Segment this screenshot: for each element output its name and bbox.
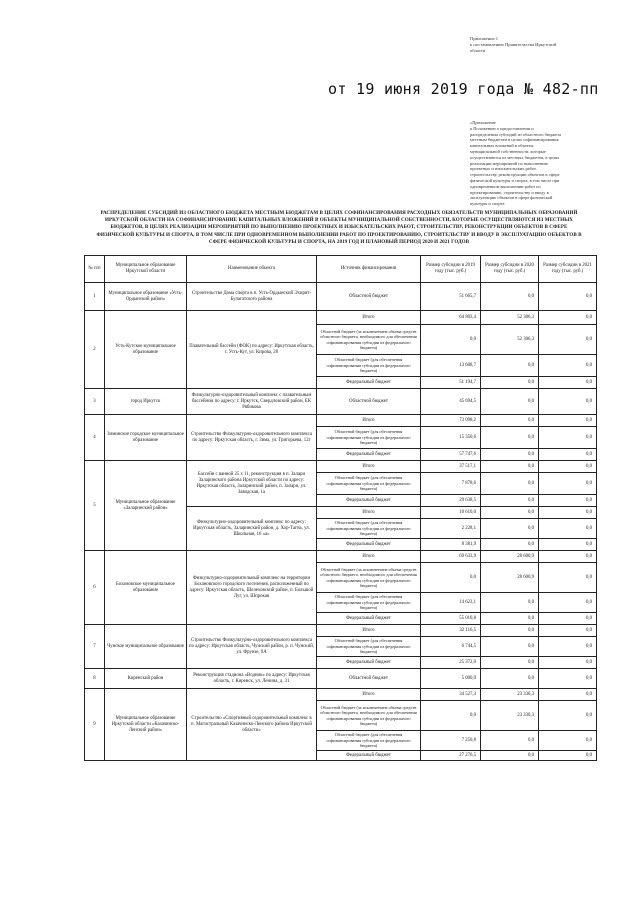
cell-2021: 0,0 (539, 461, 597, 473)
cell-source: Итого (317, 507, 421, 519)
cell-2021: 0,0 (539, 613, 597, 625)
cell-2019: 0,0 (421, 701, 481, 731)
basis-line: одновременном выполнении работ по (470, 183, 541, 189)
cell-object: Строительство Физкультурно-оздоровительного комплекса по адресу: Иркутская область, г. Зима, ул. Григорьева, 12г (187, 415, 317, 461)
cell-source: Итого (317, 461, 421, 473)
cell-2021: 0,0 (539, 625, 597, 637)
basis-line: физической культуры и спорта, в том числе при (470, 177, 560, 183)
cell-2021: 0,0 (539, 593, 597, 613)
cell-object: Реконструкция стадиона «Водник» по адресу: Иркутская область, г. Киренск, ул. Ленина, д. 31 (187, 669, 317, 689)
cell-2020: 0,0 (481, 519, 539, 539)
cell-2021: 0,0 (539, 563, 597, 593)
cell-2019: 7 878,6 (421, 473, 481, 495)
header-2021: Размер субсидии в 2021 году (тыс. руб.) (539, 256, 597, 283)
basis-line: «Приложение (470, 120, 496, 125)
cell-2019: 8 381,9 (421, 539, 481, 551)
cell-municipality: Муниципальное образование «Усть-Ордынский район» (105, 283, 187, 311)
cell-2020: 0,0 (481, 427, 539, 449)
cell-2020: 0,0 (481, 731, 539, 751)
table-row (85, 415, 597, 427)
cell-source: Областной бюджет (для обеспечения софинансирования субсидии из федерального бюджета) (317, 355, 421, 377)
cell-source: Итого (317, 311, 421, 325)
cell-2019: 29 638,5 (421, 495, 481, 507)
table-row (85, 461, 597, 473)
annex-header (470, 36, 620, 55)
cell-source: Областной бюджет (за исключением объема средств областного бюджета, необходимого для обеспечения софинансирования субсидии из федерального бюджета) (317, 563, 421, 593)
cell-2020: 52 306,3 (481, 311, 539, 325)
cell-2020: 0,0 (481, 637, 539, 657)
basis-line: культуры и спорта (470, 201, 505, 207)
cell-2021: 0,0 (539, 701, 597, 731)
cell-2021: 0,0 (539, 311, 597, 325)
cell-num: 1 (85, 283, 105, 311)
header-municipality: Муниципальное образование Иркутской области (105, 256, 187, 283)
basis-line: к Положению о предоставлении и (470, 125, 534, 131)
cell-2020: 23 330,3 (481, 689, 539, 701)
cell-2019: 45 694,5 (421, 389, 481, 415)
cell-2021: 0,0 (539, 551, 597, 563)
cell-municipality: Зиминское городское муниципальное образование (105, 415, 187, 461)
cell-2021: 0,0 (539, 473, 597, 495)
cell-source: Итого (317, 625, 421, 637)
cell-municipality: Муниципальное образование Иркутской области «Казачинско-Ленский район» (105, 689, 187, 761)
basis-line: проектированию, строительству и вводу в (470, 189, 549, 195)
cell-source: Итого (317, 551, 421, 563)
cell-source: Федеральный бюджет (317, 751, 421, 761)
cell-2019: 14 623,1 (421, 593, 481, 613)
cell-2020: 0,0 (481, 495, 539, 507)
cell-2020: 0,0 (481, 625, 539, 637)
cell-num: 3 (85, 389, 105, 415)
cell-2021: 0,0 (539, 415, 597, 427)
cell-2019: 32 116,5 (421, 625, 481, 637)
cell-num: 6 (85, 551, 105, 625)
cell-2019: 13 608,7 (421, 355, 481, 377)
cell-source: Областной бюджет (за исключением объема средств областного бюджета, необходимого для обеспечения софинансирования субсидии из федерального бюджета) (317, 701, 421, 731)
cell-source: Федеральный бюджет (317, 657, 421, 669)
basis-line: эксплуатацию объектов в сфере физической (470, 195, 553, 201)
basis-line: реализации мероприятий по выполнению (470, 160, 548, 166)
cell-source: Итого (317, 689, 421, 701)
cell-municipality: Киренский район (105, 669, 187, 689)
table-row (85, 689, 597, 701)
cell-2019: 15 350,6 (421, 427, 481, 449)
cell-2019: 0,0 (421, 563, 481, 593)
basis-line: строительству, реконструкции объектов в сфере (470, 172, 560, 178)
cell-2019: 5 000,0 (421, 669, 481, 689)
cell-object: Бассейн с ванной 25 х 11, реконструкция в п. Залари Заларинского района Иркутской области по адресу: Иркутская область, Заларинский район, п. Залари, ул. Заводская, 1а (187, 461, 317, 507)
cell-municipality: Бохановское муниципальное образование (105, 551, 187, 625)
cell-2019: 0,0 (421, 325, 481, 355)
cell-num: 7 (85, 625, 105, 669)
basis-line: распределении субсидий из областного бюджета (470, 131, 561, 137)
cell-object: Строительство «Спортивный оздоровительный комплекс в п. Магистральный Казачинско-Ленского района Иркутской области» (187, 689, 317, 761)
cell-source: Областной бюджет (для обеспечения софинансирования субсидии из федерального бюджета) (317, 593, 421, 613)
cell-2020: 0,0 (481, 283, 539, 311)
cell-num: 2 (85, 311, 105, 389)
cell-object: Плавательный бассейн (ФОК) по адресу: Иркутская область, г. Усть-Кут, ул. Кирова, 28 (187, 311, 317, 389)
basis-line: проектных и изыскательских работ, (470, 166, 537, 172)
cell-source: Областной бюджет (для обеспечения софинансирования субсидии из федерального бюджета) (317, 427, 421, 449)
basis-line: капитальных вложений в объекты (470, 143, 534, 149)
cell-source: Областной бюджет (317, 669, 421, 689)
cell-2021: 0,0 (539, 657, 597, 669)
cell-municipality: Чунское муниципальное образование (105, 625, 187, 669)
cell-source: Областной бюджет (317, 283, 421, 311)
annex-line: к постановлению Правительства Иркутской (470, 42, 557, 48)
cell-municipality: Усть-Кутское муниципальное образование (105, 311, 187, 389)
cell-2019: 69 633,9 (421, 551, 481, 563)
cell-2020: 0,0 (481, 539, 539, 551)
cell-2021: 0,0 (539, 519, 597, 539)
cell-object: Физкультурно-оздоровительный комплекс на территории Бохановского городского поселения, расположенный по адресу: Иркутская область, Шелеховский район, п. Большой Луг, ул. Шпрокая (187, 551, 317, 625)
cell-2020: 0,0 (481, 473, 539, 495)
cell-2021: 0,0 (539, 427, 597, 449)
cell-source: Областной бюджет (для обеспечения софинансирования субсидии из федерального бюджета) (317, 731, 421, 751)
cell-2020: 0,0 (481, 449, 539, 461)
basis-line: местным бюджетам в целях софинансирования (470, 137, 559, 143)
cell-2020: 0,0 (481, 415, 539, 427)
resolution-date-stamp: от 19 июня 2019 года № 482-пп (328, 80, 599, 98)
cell-2021: 0,0 (539, 751, 597, 761)
cell-2020: 0,0 (481, 461, 539, 473)
cell-2019: 51 665,7 (421, 283, 481, 311)
cell-2021: 0,0 (539, 669, 597, 689)
basis-line: осуществляются из местных бюджетов, в целях (470, 154, 560, 160)
cell-2019: 10 610,0 (421, 507, 481, 519)
cell-2019: 34 527,3 (421, 689, 481, 701)
annex-line: Приложение 1 (470, 36, 499, 41)
cell-source: Федеральный бюджет (317, 449, 421, 461)
header-object: Наименование объекта (187, 256, 317, 283)
annex-line: области (470, 48, 486, 54)
cell-source: Областной бюджет (317, 389, 421, 415)
cell-source: Федеральный бюджет (317, 613, 421, 625)
header-source: Источник финансирования (317, 256, 421, 283)
table-header-row (85, 256, 597, 283)
cell-2020: 52 306,3 (481, 325, 539, 355)
subsidy-table (84, 255, 597, 761)
cell-object: Строительство Дома спорта в п. Усть-Ордынский Эхирит-Булагатского района (187, 283, 317, 311)
cell-2019: 51 194,7 (421, 377, 481, 389)
cell-2019: 64 803,4 (421, 311, 481, 325)
cell-2021: 0,0 (539, 495, 597, 507)
cell-source: Федеральный бюджет (317, 539, 421, 551)
table-row (85, 669, 597, 689)
cell-2021: 0,0 (539, 355, 597, 377)
table-row (85, 389, 597, 415)
table-row (85, 283, 597, 311)
cell-2020: 0,0 (481, 657, 539, 669)
cell-source: Областной бюджет (для обеспечения софинансирования субсидии из федерального бюджета) (317, 519, 421, 539)
cell-2019: 27 276,5 (421, 751, 481, 761)
cell-2021: 0,0 (539, 449, 597, 461)
cell-2020: 0,0 (481, 389, 539, 415)
cell-municipality: Муниципальное образование «Заларинский район» (105, 461, 187, 551)
cell-2020: 0,0 (481, 669, 539, 689)
document-title: РАСПРЕДЕЛЕНИЕ СУБСИДИЙ ИЗ ОБЛАСТНОГО БЮДЖЕТА МЕСТНЫМ БЮДЖЕТАМ В ЦЕЛЯХ СОФИНАНСИРОВАНИЯ РАСХОДНЫХ ОБЯЗАТЕЛЬСТВ МУНИЦИПАЛЬНЫХ ОБРАЗОВАНИЙ ИРКУТСКОЙ ОБЛАСТИ НА СОФИНАНСИРОВАНИЕ КАПИТАЛЬНЫХ ВЛОЖЕНИЙ В ОБЪЕКТЫ МУНИЦИПАЛЬНОЙ СОБСТВЕННОСТИ, КОТОРЫЕ ОСУЩЕСТВЛЯЮТСЯ ИЗ МЕСТНЫХ БЮДЖЕТОВ, В ЦЕЛЯХ РЕАЛИЗАЦИИ МЕРОПРИЯТИЙ ПО ВЫПОЛНЕНИЮ ПРОЕКТНЫХ И ИЗЫСКАТЕЛЬСКИХ РАБОТ, СТРОИТЕЛЬСТВУ, РЕКОНСТРУКЦИИ ОБЪЕКТОВ В СФЕРЕ ФИЗИЧЕСКОЙ КУЛЬТУРЫ И СПОРТА, В ТОМ ЧИСЛЕ ПРИ ОДНОВРЕМЕННОМ ВЫПОЛНЕНИИ РАБОТ ПО ПРОЕКТИРОВАНИЮ, СТРОИТЕЛЬСТВУ И ВВОДУ В ЭКСПЛУАТАЦИЮ ОБЪЕКТОВ В СФЕРЕ ФИЗИЧЕСКОЙ КУЛЬТУРЫ И СПОРТА, НА 2019 ГОД И ПЛАНОВЫЙ ПЕРИОД 2020 И 2021 ГОДОВ (96, 210, 582, 245)
header-2020: Размер субсидии в 2020 году (тыс. руб.) (481, 256, 539, 283)
cell-source: Областной бюджет (для обеспечения софинансирования субсидии из федерального бюджета) (317, 473, 421, 495)
cell-source: Областной бюджет (для обеспечения софинансирования субсидии из федерального бюджета) (317, 637, 421, 657)
cell-source: Итого (317, 415, 421, 427)
cell-2020: 28 600,9 (481, 551, 539, 563)
cell-2019: 2 228,1 (421, 519, 481, 539)
annex-basis (470, 120, 620, 207)
cell-2021: 0,0 (539, 539, 597, 551)
cell-source: Федеральный бюджет (317, 495, 421, 507)
header-num: № п/п (85, 256, 105, 283)
cell-2020: 0,0 (481, 507, 539, 519)
cell-2019: 7 250,8 (421, 731, 481, 751)
cell-object: Физкультурно-оздоровительный комплекс с плавательным бассейном по адресу: г. Иркутск, Свердловский район, ЕК Рябикова (187, 389, 317, 415)
cell-2019: 25 372,0 (421, 657, 481, 669)
cell-num: 5 (85, 461, 105, 551)
cell-source: Федеральный бюджет (317, 377, 421, 389)
cell-2021: 0,0 (539, 377, 597, 389)
cell-2021: 0,0 (539, 689, 597, 701)
cell-2020: 0,0 (481, 751, 539, 761)
cell-2020: 28 600,9 (481, 563, 539, 593)
cell-2020: 0,0 (481, 377, 539, 389)
cell-num: 4 (85, 415, 105, 461)
basis-line: муниципальной собственности, которые (470, 148, 546, 154)
cell-municipality: город Иркутск (105, 389, 187, 415)
cell-2019: 73 098,2 (421, 415, 481, 427)
cell-object: Физкультурно-оздоровительный комплекс по адресу: Иркутская область, Заларинский район, д. Хор-Тагна, ул. Школьная, 16 «а» (187, 507, 317, 551)
cell-2021: 0,0 (539, 731, 597, 751)
cell-2020: 0,0 (481, 613, 539, 625)
cell-2019: 57 747,6 (421, 449, 481, 461)
cell-2021: 0,0 (539, 637, 597, 657)
cell-2019: 37 517,1 (421, 461, 481, 473)
cell-num: 8 (85, 669, 105, 689)
cell-2019: 55 010,8 (421, 613, 481, 625)
cell-2021: 0,0 (539, 325, 597, 355)
cell-2021: 0,0 (539, 389, 597, 415)
cell-2020: 0,0 (481, 355, 539, 377)
cell-source: Областной бюджет (за исключением объема средств областного бюджета, необходимого для обеспечения софинансирования субсидии из федерального бюджета) (317, 325, 421, 355)
header-2019: Размер субсидии в 2019 году (тыс. руб.) (421, 256, 481, 283)
cell-2020: 23 330,3 (481, 701, 539, 731)
cell-2020: 0,0 (481, 593, 539, 613)
table-row (85, 551, 597, 563)
table-row (85, 311, 597, 325)
table-row (85, 625, 597, 637)
cell-object: Строительство Физкультурно-оздоровительного комплекса по адресу: Иркутская область, Чунский район, р. п. Чунский, ул. Фрунзе, 9А (187, 625, 317, 669)
cell-2021: 0,0 (539, 507, 597, 519)
cell-2019: 6 744,5 (421, 637, 481, 657)
cell-2021: 0,0 (539, 283, 597, 311)
cell-num: 9 (85, 689, 105, 761)
